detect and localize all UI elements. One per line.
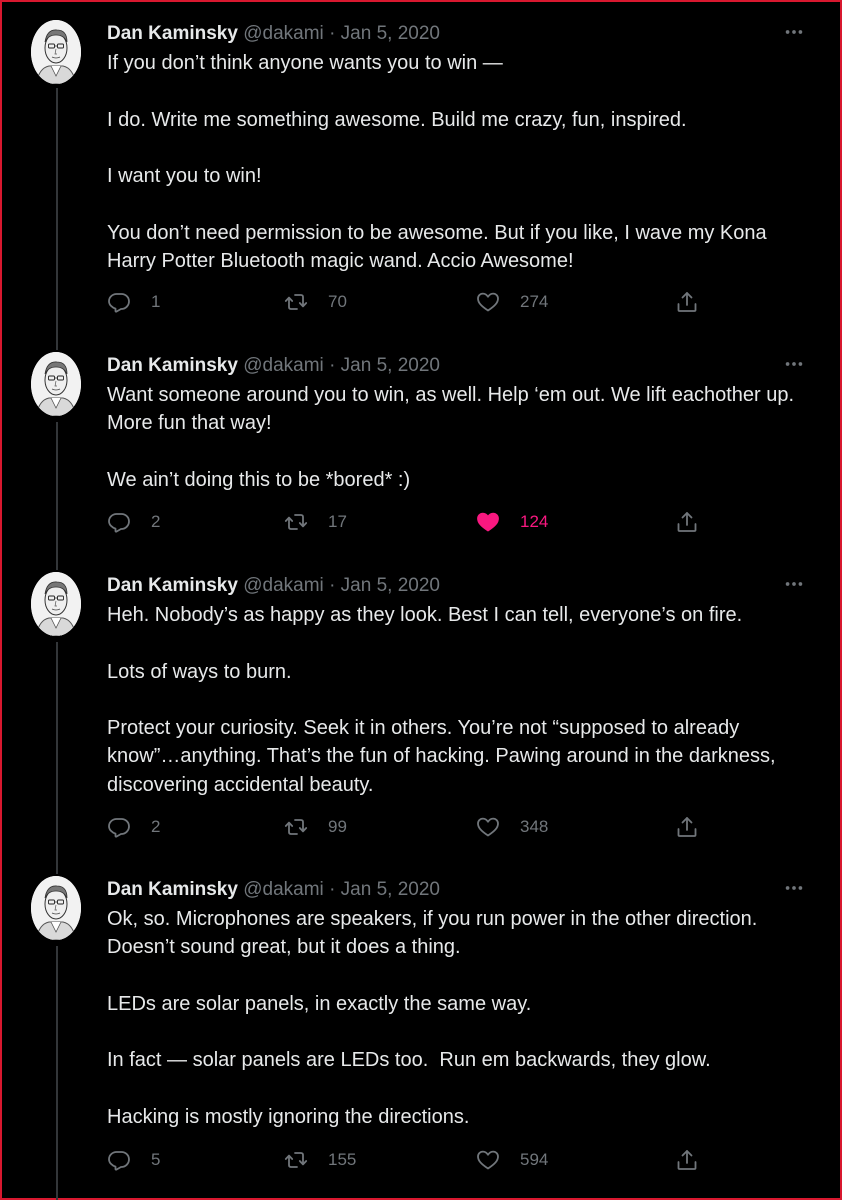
like-count: 594 — [520, 1150, 549, 1169]
thread-line — [56, 88, 58, 350]
tweet-text: If you don’t think anyone wants you to win — I do. Write me something awesome. Build me crazy, fun, inspired. I want you to win! You don’t need permission to be awesome. But if you like, I wave my Kona Harry Potter Bluetooth magic wand. Accio Awesome! — [107, 52, 767, 273]
separator-dot: · — [329, 355, 336, 376]
author-name[interactable]: Dan Kaminsky — [107, 879, 238, 900]
tweet-actions — [107, 1148, 707, 1178]
retweet-button[interactable] — [284, 290, 347, 314]
reply-icon — [107, 1148, 131, 1172]
reply-button[interactable] — [107, 290, 160, 314]
tweet-header — [107, 20, 812, 48]
thread-line — [56, 422, 58, 570]
retweet-icon — [284, 290, 308, 314]
author-handle[interactable]: @dakami — [243, 879, 324, 900]
retweet-count: 155 — [328, 1150, 357, 1169]
more-button[interactable] — [776, 346, 812, 382]
tweet-content — [107, 20, 812, 275]
tweet-content — [107, 876, 812, 1131]
reply-button[interactable] — [107, 510, 160, 534]
author-handle[interactable]: @dakami — [243, 23, 324, 44]
reply-count: 2 — [151, 817, 161, 836]
like-button[interactable] — [476, 290, 548, 314]
share-button[interactable] — [675, 815, 719, 839]
thread-line — [56, 946, 58, 1200]
more-icon — [783, 21, 805, 43]
heart-icon — [476, 815, 500, 839]
share-icon — [675, 1148, 699, 1172]
retweet-count: 17 — [328, 512, 347, 531]
retweet-button[interactable] — [284, 815, 347, 839]
tweet-actions — [107, 290, 707, 320]
reply-count: 2 — [151, 512, 161, 531]
tweet-date[interactable]: Jan 5, 2020 — [340, 23, 440, 44]
separator-dot: · — [329, 23, 336, 44]
like-button[interactable] — [476, 815, 548, 839]
avatar[interactable] — [31, 20, 81, 84]
more-icon — [783, 353, 805, 375]
reply-count: 1 — [151, 292, 161, 311]
heart-icon — [476, 510, 500, 534]
reply-button[interactable] — [107, 815, 160, 839]
more-button[interactable] — [776, 14, 812, 50]
share-icon — [675, 510, 699, 534]
share-button[interactable] — [675, 290, 719, 314]
heart-icon — [476, 290, 500, 314]
reply-count: 5 — [151, 1150, 161, 1169]
more-icon — [783, 573, 805, 595]
like-count: 348 — [520, 817, 549, 836]
retweet-icon — [284, 1148, 308, 1172]
tweet-text: Heh. Nobody’s as happy as they look. Best I can tell, everyone’s on fire. Lots of ways to burn. Protect your curiosity. Seek it in others. You’re not “supposed to already know”…anything. That’s the fun of hacking. Pawing around in the darkness, discovering accidental beauty. — [107, 604, 776, 796]
tweet-content — [107, 572, 812, 799]
tweet-date[interactable]: Jan 5, 2020 — [340, 355, 440, 376]
like-button[interactable] — [476, 1148, 548, 1172]
retweet-icon — [284, 815, 308, 839]
separator-dot: · — [329, 879, 336, 900]
author-handle[interactable]: @dakami — [243, 575, 324, 596]
share-icon — [675, 815, 699, 839]
author-name[interactable]: Dan Kaminsky — [107, 355, 238, 376]
tweet-text: Ok, so. Microphones are speakers, if you run power in the other direction. Doesn’t sound great, but it does a thing. LEDs are solar panels, in exactly the same way. In fact — solar panels are LEDs too. Run em backwards, they glow. Hacking is mostly ignoring the directions. — [107, 908, 758, 1129]
avatar[interactable] — [31, 572, 81, 636]
retweet-count: 70 — [328, 292, 347, 311]
share-icon — [675, 290, 699, 314]
reply-icon — [107, 290, 131, 314]
reply-icon — [107, 815, 131, 839]
tweet-actions — [107, 510, 707, 540]
share-button[interactable] — [675, 510, 719, 534]
retweet-button[interactable] — [284, 1148, 356, 1172]
more-button[interactable] — [776, 870, 812, 906]
like-button[interactable] — [476, 510, 548, 534]
like-count: 274 — [520, 292, 549, 311]
tweet-header — [107, 352, 812, 380]
share-button[interactable] — [675, 1148, 719, 1172]
tweet-text: Want someone around you to win, as well. Help ‘em out. We lift eachother up. More fun that way! We ain’t doing this to be *bored* :) — [107, 384, 795, 491]
avatar[interactable] — [31, 352, 81, 416]
heart-icon — [476, 1148, 500, 1172]
thread-line — [56, 642, 58, 874]
tweet-date[interactable]: Jan 5, 2020 — [340, 879, 440, 900]
author-name[interactable]: Dan Kaminsky — [107, 575, 238, 596]
like-count: 124 — [520, 512, 549, 531]
tweet-header — [107, 876, 812, 904]
avatar[interactable] — [31, 876, 81, 940]
author-handle[interactable]: @dakami — [243, 355, 324, 376]
tweet-actions — [107, 815, 707, 845]
tweet-header — [107, 572, 812, 600]
tweet-content — [107, 352, 812, 494]
retweet-count: 99 — [328, 817, 347, 836]
retweet-icon — [284, 510, 308, 534]
more-icon — [783, 877, 805, 899]
reply-icon — [107, 510, 131, 534]
retweet-button[interactable] — [284, 510, 347, 534]
author-name[interactable]: Dan Kaminsky — [107, 23, 238, 44]
reply-button[interactable] — [107, 1148, 160, 1172]
separator-dot: · — [329, 575, 336, 596]
tweet-date[interactable]: Jan 5, 2020 — [340, 575, 440, 596]
more-button[interactable] — [776, 566, 812, 602]
